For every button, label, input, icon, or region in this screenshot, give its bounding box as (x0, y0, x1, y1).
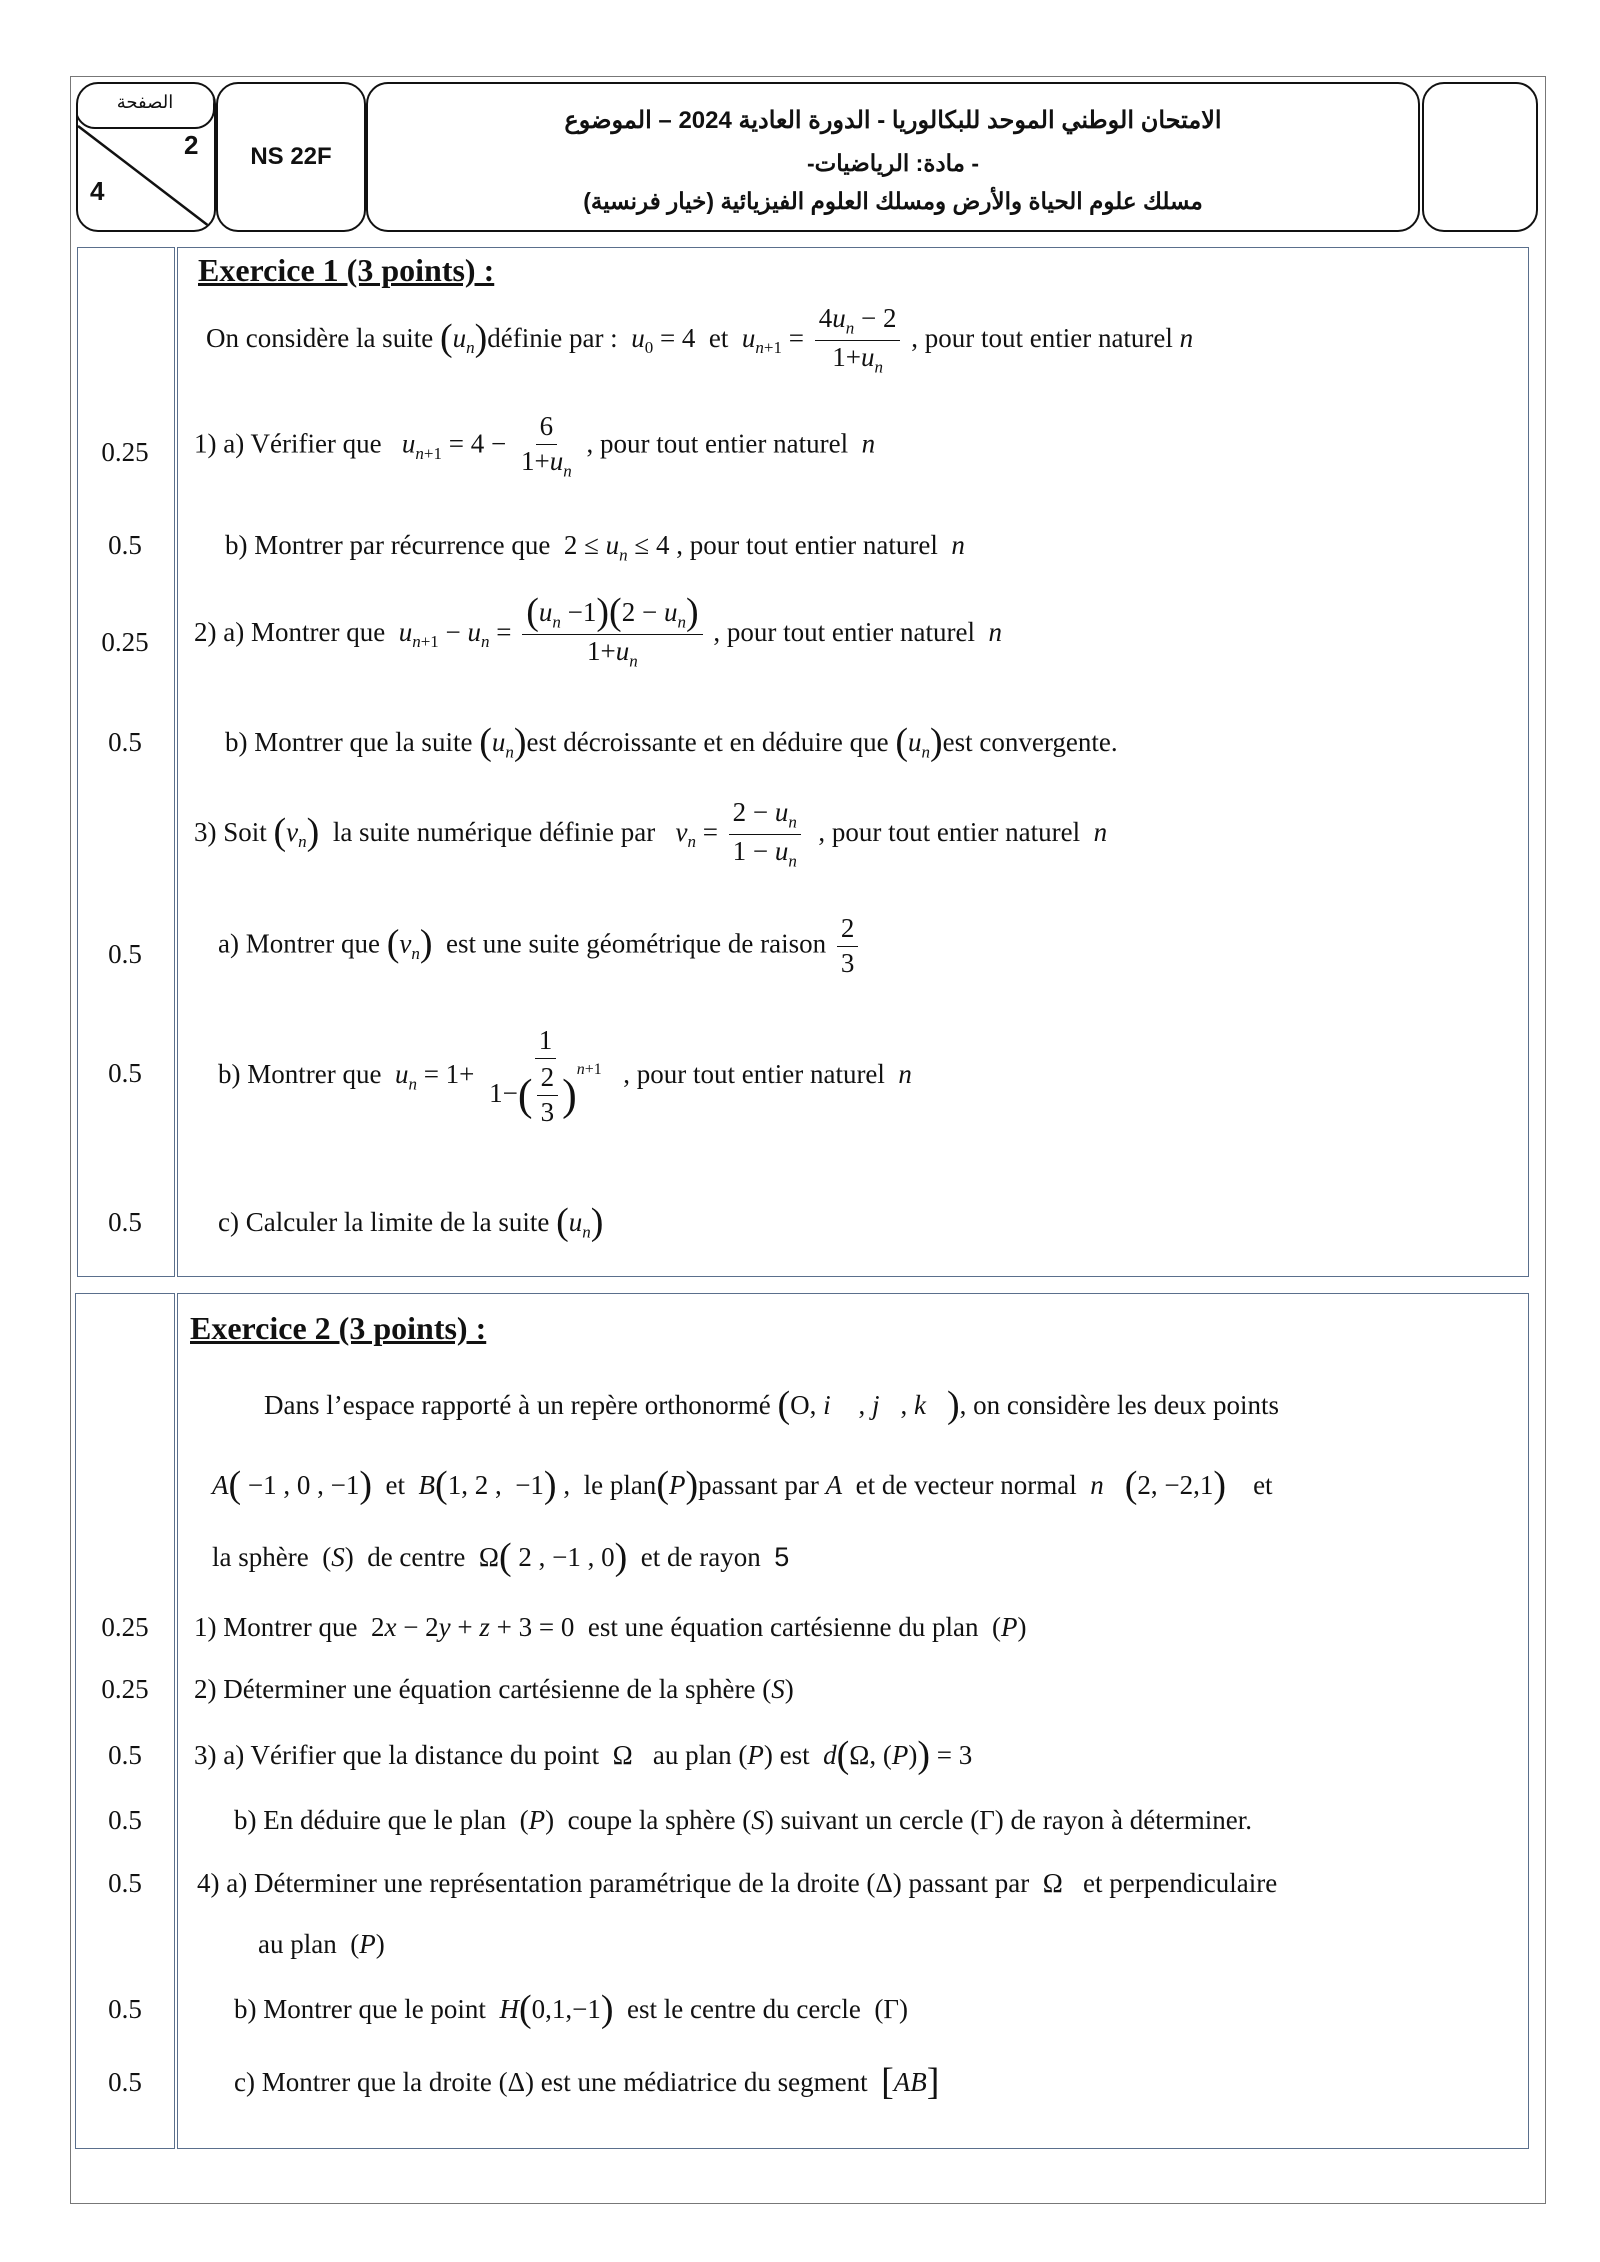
ex1-q2b: b) Montrer que la suite $(u_n)est$ décroissante et en déduire que $(u_n)est$ convergente. (225, 721, 1118, 763)
ex1-q2a: 2) a) Montrer que $u_{n+1} - u_n$ = $\frac{(u_n -1)(2 - u_n)}{1+u_n}$ , pour tout entier naturel n (194, 591, 1003, 671)
ex1-title: Exercice 1 (3 points) : (198, 252, 495, 288)
blank-box (1422, 82, 1538, 232)
ex2-title: Exercice 2 (3 points) : (190, 1310, 487, 1346)
ex1-score-column (77, 247, 175, 1277)
exam-code: NS 22F (216, 82, 366, 232)
ex2-intro1: Dans l’espace rapporté à un repère orthonormé (O, i⃗ , j⃗, k⃗), on considère les deux points (264, 1384, 1280, 1426)
score: 0.5 (108, 1207, 142, 1237)
exam-title-line1: الامتحان الوطني الموحد للبكالوريا - الدورة العادية 2024 – الموضوع (564, 107, 1222, 134)
score: 0.25 (101, 1674, 149, 1704)
ex2-q3b: b) En déduire que le plan (P) coupe la sphère (S) suivant un cercle (Γ) de rayon à déterminer. (234, 1805, 1252, 1835)
exam-title-line2: - مادة: الرياضيات- (806, 150, 979, 176)
ex1-q3: 3) Soit $(v_n)$ la suite numérique définie par $v_n$ = $\frac{2 - u_n}{1 - u_n}$ , pour tout entier naturel n (194, 797, 1108, 871)
score: 0.25 (101, 1612, 149, 1642)
exam-title-line3: مسلك علوم الحياة والأرض ومسلك العلوم الفيزيائية (خيار فرنسية) (583, 188, 1203, 214)
ex1-q3b: b) Montrer que $u_n = 1+$ 1 1−( $\frac{2}{3}$ )$^{n+1}$ , pour tout entier naturel n (218, 1025, 912, 1127)
ex2-q1: 1) Montrer que 2x − 2y + z + 3 = 0 est une équation cartésienne du plan (P) (194, 1612, 1027, 1642)
score: 0.5 (108, 1868, 142, 1898)
score: 0.5 (108, 939, 142, 969)
ex2-q4a-cont: au plan (P) (258, 1929, 385, 1959)
ex2-intro2: A( −1 , 0 , −1) et B(1, 2 , −1) , le plan(P)passant par A et de vecteur normal n⃗(2, −2,1) et (212, 1464, 1273, 1506)
ex1-q3c: c) Calculer la limite de la suite $(u_n)$ (218, 1201, 604, 1243)
ex2-q3a: 3) a) Vérifier que la distance du point Ω au plan (P) est d(Ω, (P)) = 3 (194, 1734, 973, 1776)
page-number: 2 (184, 130, 199, 160)
page-total: 4 (90, 176, 105, 206)
page-label: الصفحة (76, 82, 215, 129)
score: 0.5 (108, 1994, 142, 2024)
ex1-intro: On considère la suite $(u_n)définie$ par : $u_0 = 4$ et $u_{n+1}$ = $\frac{4u_n - 2}{1+u_n}$ , pour tout entier naturel n (206, 303, 1194, 377)
score: 0.5 (108, 1740, 142, 1770)
ex1-q1a: 1) a) Vérifier que $u_{n+1} = 4$ − $\frac{6}{1+u_n}$ , pour tout entier naturel n (194, 411, 876, 481)
score: 0.25 (101, 437, 149, 467)
ex2-intro3: la sphère (S) de centre Ω( 2 , −1 , 0) et de rayon 5 (212, 1536, 790, 1578)
score: 0.5 (108, 530, 142, 560)
exam-title-box (366, 82, 1420, 232)
ex1-q1b: b) Montrer par récurrence que $2 \le u_n \le 4$ , pour tout entier naturel n (225, 530, 965, 565)
page-number-box (76, 82, 216, 232)
score: 0.25 (101, 627, 149, 657)
ex2-q4c: c) Montrer que la droite (Δ) est une médiatrice du segment [AB] (234, 2061, 940, 2103)
score: 0.5 (108, 1805, 142, 1835)
ex1-q3a: a) Montrer que $(v_n)$ est une suite géométrique de raison $\frac{2}{3}$ (218, 914, 862, 978)
score: 0.5 (108, 1058, 142, 1088)
score: 0.5 (108, 2067, 142, 2097)
ex2-q2: 2) Déterminer une équation cartésienne de la sphère (S) (194, 1674, 794, 1704)
ex2-q4a: 4) a) Déterminer une représentation paramétrique de la droite (Δ) passant par Ω et perpendiculaire (197, 1868, 1278, 1898)
score: 0.5 (108, 727, 142, 757)
ex2-q4b: b) Montrer que le point H(0,1,−1) est le centre du cercle (Γ) (234, 1988, 908, 2030)
